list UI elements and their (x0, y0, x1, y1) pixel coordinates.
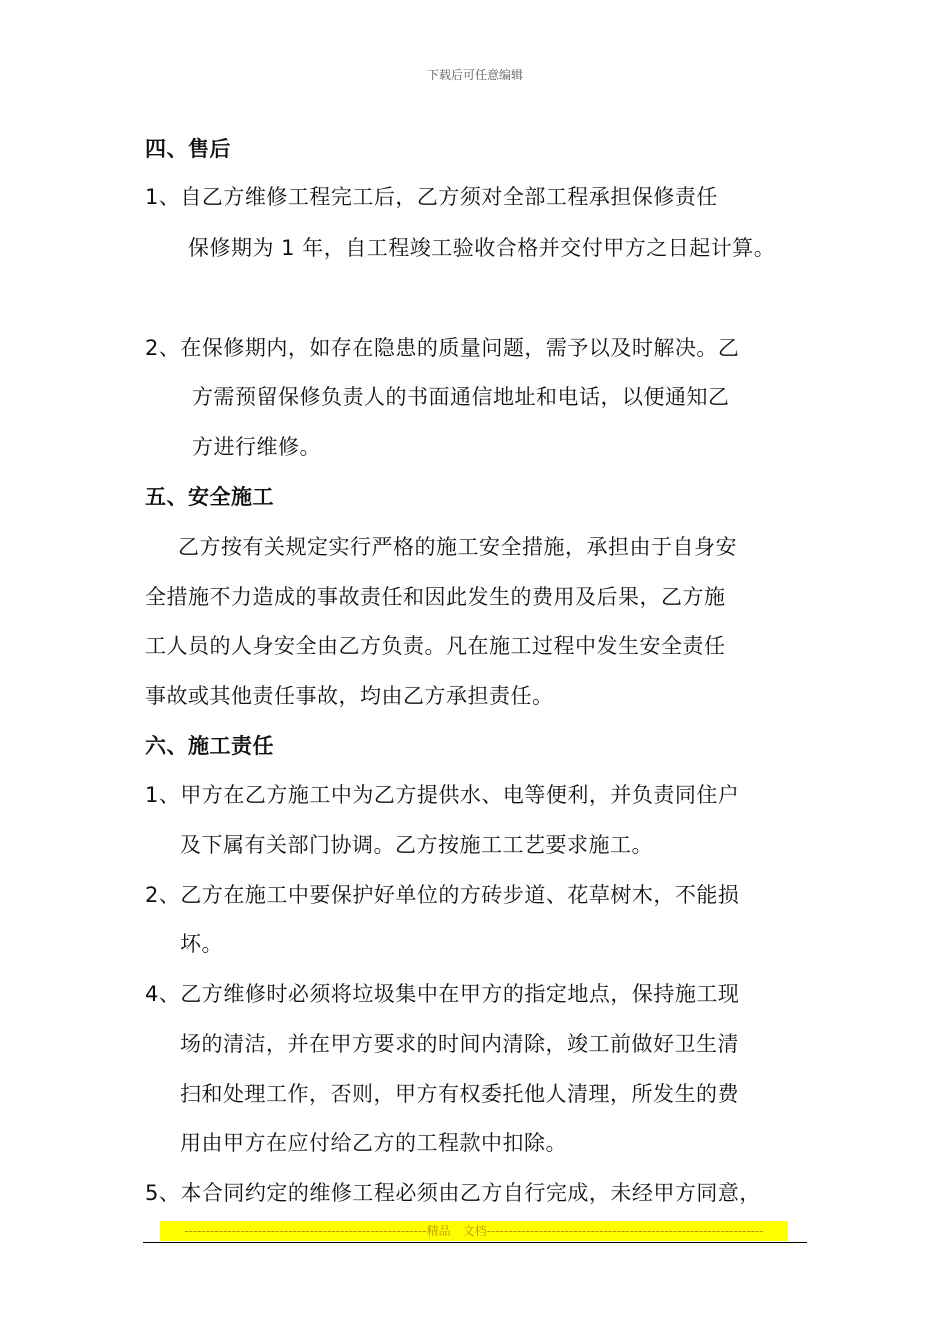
paragraph-line: 1、自乙方维修工程完工后，乙方须对全部工程承担保修责任 (145, 185, 718, 209)
section-heading-responsibility: 六、施工责任 (145, 734, 274, 758)
paragraph-line: 用由甲方在应付给乙方的工程款中扣除。 (180, 1131, 567, 1155)
paragraph-line: 方进行维修。 (192, 435, 321, 459)
paragraph-line: 保修期为 1 年，自工程竣工验收合格并交付甲方之日起计算。 (188, 236, 776, 260)
page-header: 下载后可任意编辑 (426, 68, 523, 82)
paragraph-line: 扫和处理工作，否则，甲方有权委托他人清理，所发生的费 (180, 1082, 739, 1106)
section-heading-after-sales: 四、售后 (145, 137, 231, 161)
paragraph-line: 全措施不力造成的事故责任和因此发生的费用及后果，乙方施 (145, 585, 726, 609)
paragraph-line: 乙方按有关规定实行严格的施工安全措施，承担由于自身安 (178, 535, 737, 559)
paragraph-line: 坏。 (180, 932, 223, 956)
paragraph-line: 事故或其他责任事故，均由乙方承担责任。 (145, 684, 554, 708)
footer-divider (143, 1242, 807, 1243)
paragraph-line: 方需预留保修负责人的书面通信地址和电话，以便通知乙 (192, 385, 730, 409)
paragraph-line: 及下属有关部门协调。乙方按施工工艺要求施工。 (180, 833, 653, 857)
paragraph-line: 2、乙方在施工中要保护好单位的方砖步道、花草树木，不能损 (145, 883, 740, 907)
paragraph-line: 2、在保修期内，如存在隐患的质量问题，需予以及时解决。乙 (145, 336, 740, 360)
footer-banner: --------------------------------------------------------精品 文档---------------------------------------------------------------- (160, 1221, 788, 1241)
paragraph-line: 5、本合同约定的维修工程必须由乙方自行完成，未经甲方同意， (145, 1181, 761, 1205)
section-heading-safety: 五、安全施工 (145, 485, 274, 509)
paragraph-line: 工人员的人身安全由乙方负责。凡在施工过程中发生安全责任 (145, 634, 726, 658)
paragraph-line: 4、乙方维修时必须将垃圾集中在甲方的指定地点，保持施工现 (145, 982, 740, 1006)
paragraph-line: 1、甲方在乙方施工中为乙方提供水、电等便利，并负责同住户 (145, 783, 740, 807)
paragraph-line: 场的清洁，并在甲方要求的时间内清除，竣工前做好卫生清 (180, 1032, 739, 1056)
